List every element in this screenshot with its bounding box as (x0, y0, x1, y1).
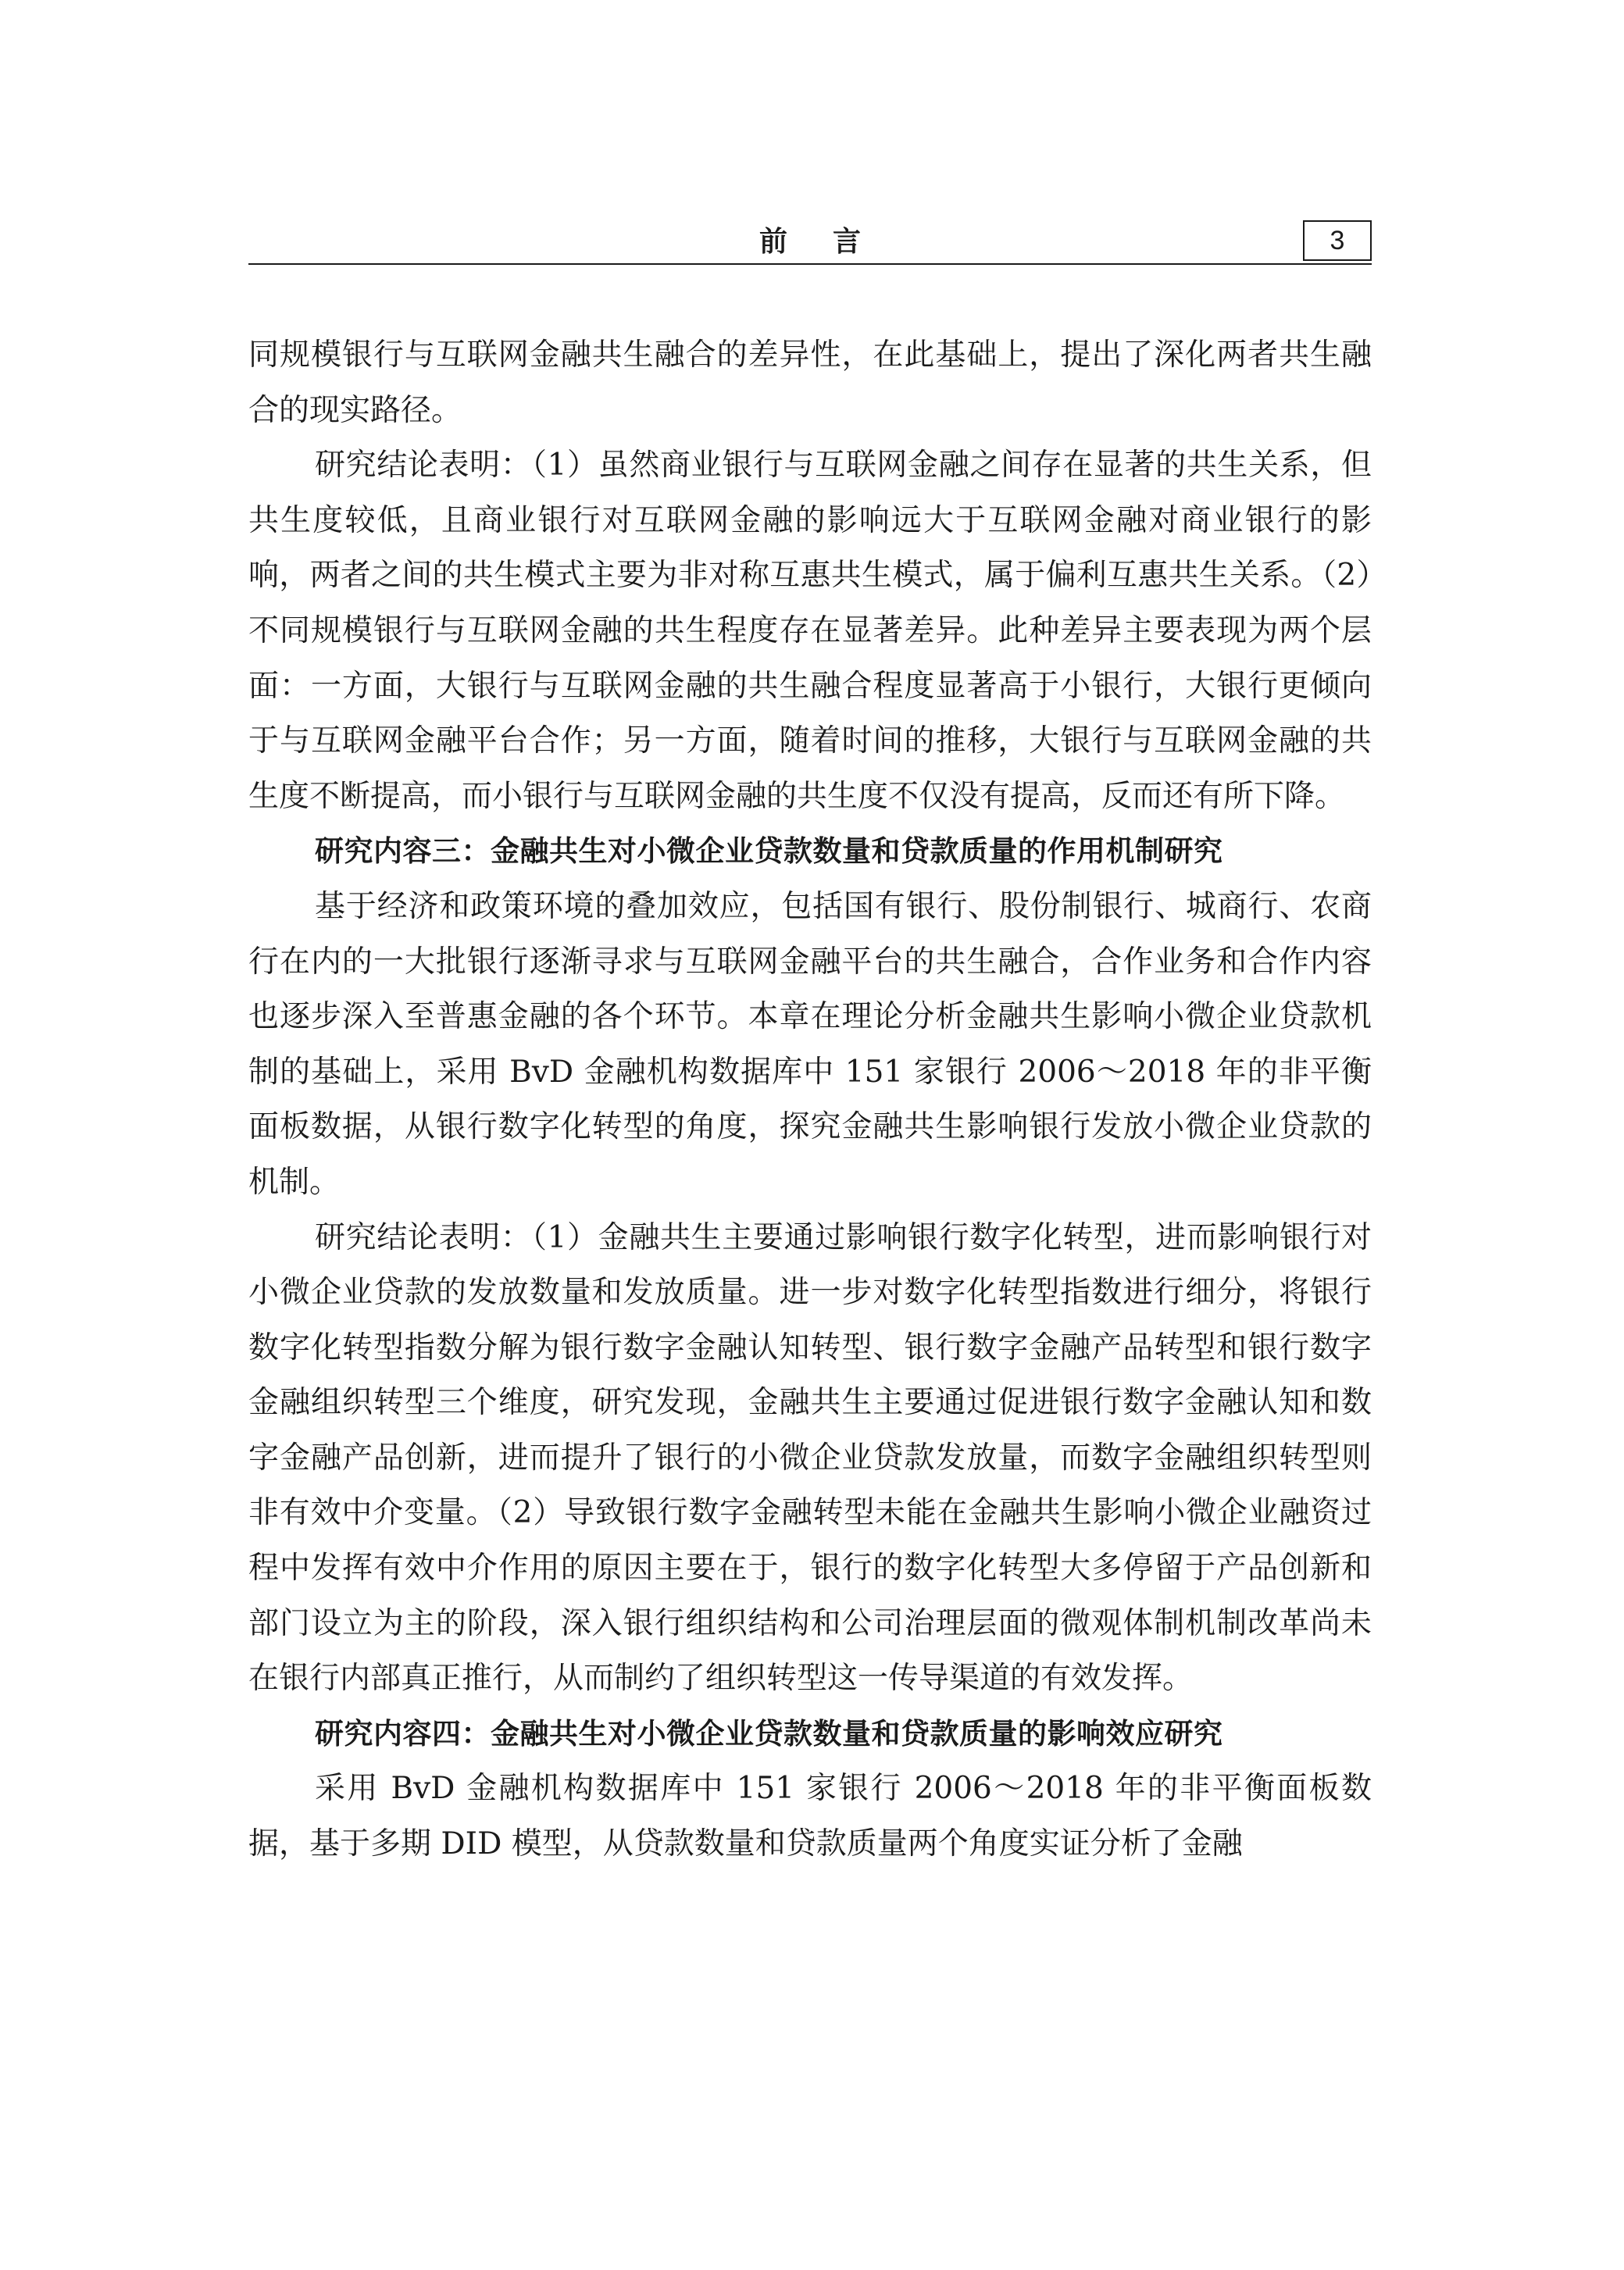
paragraph-content-4: 采用 BvD 金融机构数据库中 151 家银行 2006～2018 年的非平衡面板数据，基于多期 DID 模型，从贷款数量和贷款质量两个角度实证分析了金融 (248, 1771, 1372, 1862)
paragraph-conclusion-3: 研究结论表明：（1）金融共生主要通过影响银行数字化转型，进而影响银行对小微企业贷款的发放数量和发放质量。进一步对数字化转型指数进行细分，将银行数字化转型指数分解为银行数字金融认知转型、银行数字金融产品转型和银行数字金融组织转型三个维度，研究发现，金融共生主要通过促进银行数字金融认知和数字金融产品创新，进而提升了银行的小微企业贷款发放量，而数字金融组织转型则非有效中介变量。（2）导致银行数字金融转型未能在金融共生影响小微企业融资过程中发挥有效中介作用的原因主要在于，银行的数字化转型大多停留于产品创新和部门设立为主的阶段，深入银行组织结构和公司治理层面的微观体制机制改革尚未在银行内部真正推行，从而制约了组织转型这一传导渠道的有效发挥。 (248, 1219, 1372, 1697)
header-rule (248, 263, 1372, 265)
running-header (248, 220, 1372, 264)
paragraph-content-3: 基于经济和政策环境的叠加效应，包括国有银行、股份制银行、城商行、农商行在内的一大批银行逐渐寻求与互联网金融平台的共生融合，合作业务和合作内容也逐步深入至普惠金融的各个环节。本章在理论分析金融共生影响小微企业贷款机制的基础上，采用 BvD 金融机构数据库中 151 家银行 2006～2018 年的非平衡面板数据，从银行数字化转型的角度，探究金融共生影响银行发放小微企业贷款的机制。 (248, 888, 1372, 1200)
paragraph-conclusion-2: 研究结论表明：（1）虽然商业银行与互联网金融之间存在显著的共生关系，但共生度较低，且商业银行对互联网金融的影响远大于互联网金融对商业银行的影响，两者之间的共生模式主要为非对称互惠共生模式，属于偏利互惠共生关系。（2）不同规模银行与互联网金融的共生程度存在显著差异。此种差异主要表现为两个层面：一方面，大银行与互联网金融的共生融合程度显著高于小银行，大银行更倾向于与互联网金融平台合作；另一方面，随着时间的推移，大银行与互联网金融的共生度不断提高，而小银行与互联网金融的共生度不仅没有提高，反而还有所下降。 (248, 448, 1372, 814)
section-heading-3: 研究内容三：金融共生对小微企业贷款数量和贷款质量的作用机制研究 (315, 834, 1223, 869)
section-heading-4: 研究内容四：金融共生对小微企业贷款数量和贷款质量的影响效应研究 (315, 1716, 1223, 1751)
paragraph-continuation: 同规模银行与互联网金融共生融合的差异性，在此基础上，提出了深化两者共生融合的现实路径。 (248, 337, 1372, 428)
header-title: 前言 (758, 226, 906, 258)
page-number: 3 (1303, 220, 1372, 261)
body-text (248, 328, 1372, 1872)
